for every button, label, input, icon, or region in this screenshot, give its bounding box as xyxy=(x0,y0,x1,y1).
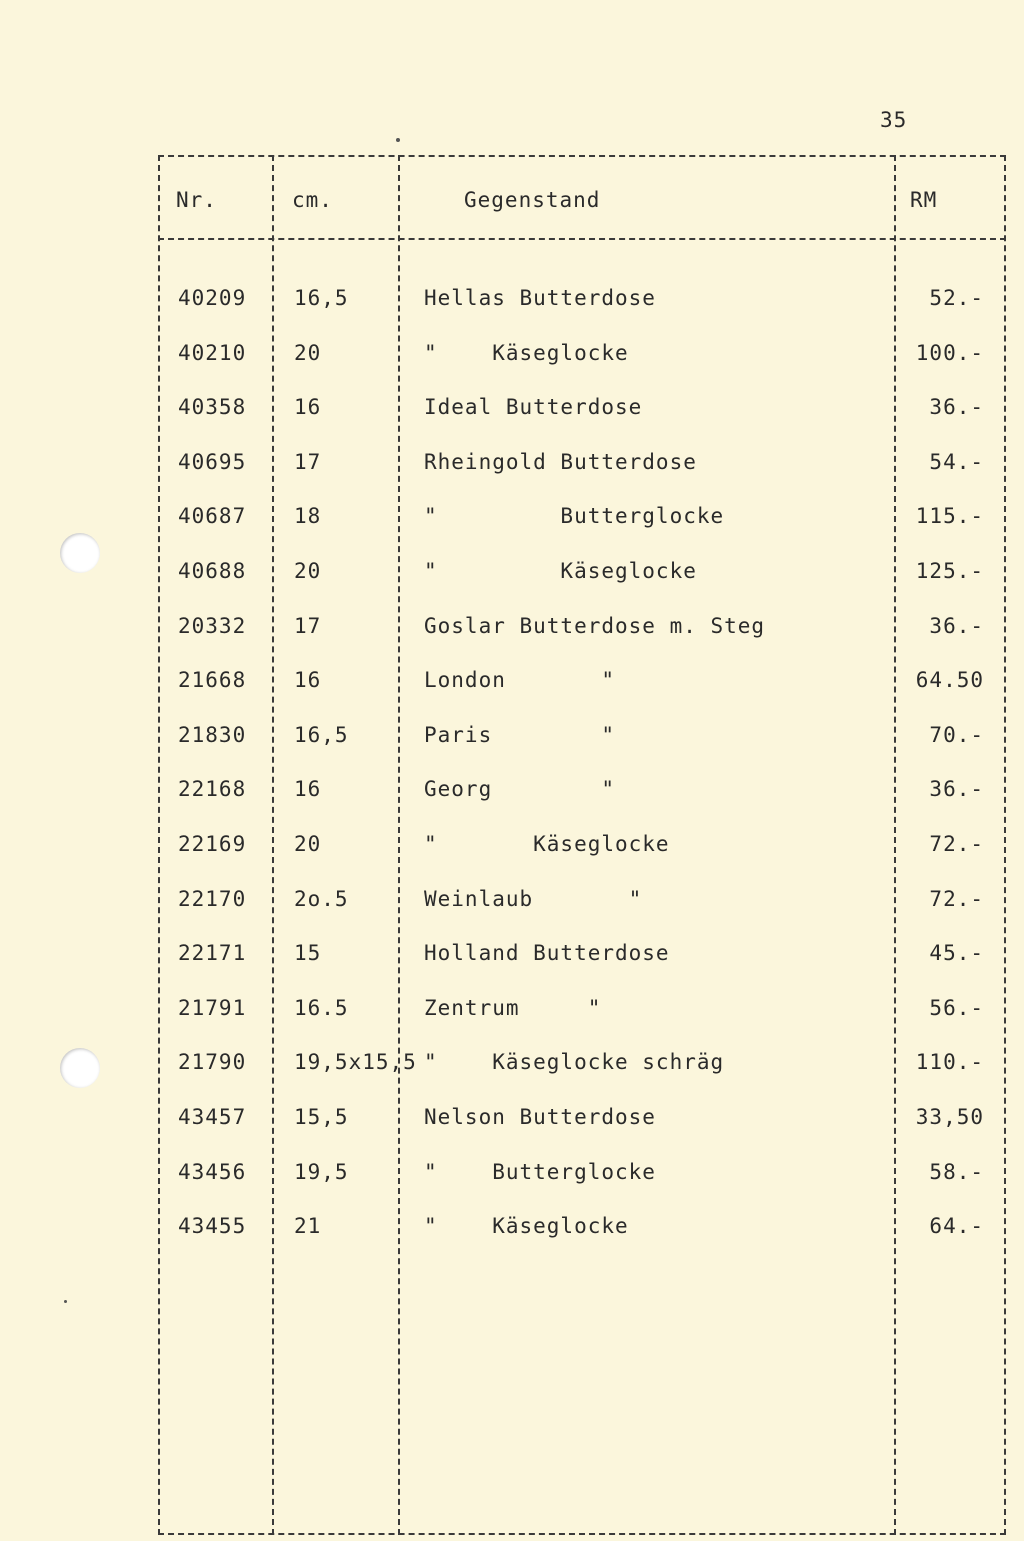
table-row xyxy=(0,668,1024,708)
table-row xyxy=(0,941,1024,981)
cell-item: Ideal Butterdose xyxy=(424,395,643,420)
cell-nr: 40209 xyxy=(178,286,247,310)
table-row xyxy=(0,887,1024,927)
cell-item: Holland Butterdose xyxy=(424,941,670,966)
cell-cm: 19,5 xyxy=(294,1159,349,1184)
cell-nr: 43457 xyxy=(178,1105,247,1129)
table-row xyxy=(0,1214,1024,1254)
table-row xyxy=(0,777,1024,817)
cell-nr: 22171 xyxy=(178,941,247,966)
cell-cm: 20 xyxy=(294,832,322,856)
table-row xyxy=(0,504,1024,544)
cell-item: " Käseglocke xyxy=(424,559,697,583)
header-nr: Nr. xyxy=(176,188,217,212)
cell-nr: 40695 xyxy=(178,449,247,474)
cell-cm: 16,5 xyxy=(294,286,349,310)
cell-item: Zentrum " xyxy=(424,995,602,1020)
cell-price: 56.- xyxy=(929,995,984,1020)
table-row xyxy=(0,614,1024,654)
cell-price: 115.- xyxy=(915,504,984,529)
cell-cm: 20 xyxy=(294,340,322,365)
cell-nr: 22168 xyxy=(178,777,247,802)
cell-nr: 40210 xyxy=(178,340,247,365)
page-number: 35 xyxy=(880,108,908,132)
cell-cm: 16 xyxy=(294,777,322,802)
cell-cm: 16 xyxy=(294,668,322,693)
cell-cm: 15 xyxy=(294,941,322,966)
cell-item: London " xyxy=(424,668,616,693)
cell-cm: 17 xyxy=(294,449,322,474)
cell-nr: 43455 xyxy=(178,1214,247,1239)
table-row xyxy=(0,341,1024,381)
cell-nr: 20332 xyxy=(178,613,247,638)
table-row xyxy=(0,832,1024,872)
cell-price: 36.- xyxy=(929,395,984,420)
ink-speck xyxy=(64,1300,67,1303)
cell-item: Goslar Butterdose m. Steg xyxy=(424,613,766,638)
cell-nr: 22170 xyxy=(178,886,247,911)
cell-nr: 22169 xyxy=(178,832,247,856)
table-row xyxy=(0,996,1024,1036)
cell-item: Georg " xyxy=(424,777,616,802)
cell-nr: 40687 xyxy=(178,504,247,529)
cell-price: 64.- xyxy=(929,1214,984,1239)
table-row xyxy=(0,723,1024,763)
cell-item: " Käseglocke xyxy=(424,832,670,856)
cell-item: " Käseglocke schräg xyxy=(424,1050,725,1075)
cell-price: 72.- xyxy=(929,886,984,911)
cell-price: 33,50 xyxy=(915,1105,984,1129)
cell-item: Paris " xyxy=(424,722,616,747)
table-row xyxy=(0,559,1024,599)
cell-nr: 21790 xyxy=(178,1050,247,1075)
cell-cm: 21 xyxy=(294,1214,322,1239)
cell-price: 36.- xyxy=(929,613,984,638)
cell-cm: 18 xyxy=(294,504,322,529)
cell-price: 36.- xyxy=(929,777,984,802)
cell-price: 45.- xyxy=(929,941,984,966)
cell-item: Nelson Butterdose xyxy=(424,1105,656,1129)
cell-item: " Butterglocke xyxy=(424,504,725,529)
table-row xyxy=(0,1050,1024,1090)
cell-price: 100.- xyxy=(915,340,984,365)
table-row xyxy=(0,286,1024,326)
cell-price: 52.- xyxy=(929,286,984,310)
table-row xyxy=(0,450,1024,490)
cell-item: Hellas Butterdose xyxy=(424,286,656,310)
cell-nr: 21830 xyxy=(178,722,247,747)
table-row xyxy=(0,1160,1024,1200)
cell-cm: 20 xyxy=(294,559,322,583)
cell-price: 58.- xyxy=(929,1159,984,1184)
cell-item: " Käseglocke xyxy=(424,1214,629,1239)
header-item: Gegenstand xyxy=(464,188,601,212)
cell-cm: 16 xyxy=(294,395,322,420)
cell-nr: 21791 xyxy=(178,995,247,1020)
cell-item: Weinlaub " xyxy=(424,886,643,911)
table-row xyxy=(0,395,1024,435)
cell-price: 54.- xyxy=(929,449,984,474)
cell-price: 125.- xyxy=(915,559,984,583)
ink-speck xyxy=(396,138,400,142)
cell-cm: 2o.5 xyxy=(294,886,349,911)
cell-item: Rheingold Butterdose xyxy=(424,449,697,474)
header-price: RM xyxy=(910,188,938,212)
cell-nr: 43456 xyxy=(178,1159,247,1184)
table-row xyxy=(0,1105,1024,1145)
cell-price: 64.50 xyxy=(915,668,984,693)
cell-item: " Butterglocke xyxy=(424,1159,656,1184)
cell-nr: 40358 xyxy=(178,395,247,420)
header-cm: cm. xyxy=(292,188,333,212)
cell-cm: 15,5 xyxy=(294,1105,349,1129)
cell-cm: 19,5x15,5 xyxy=(294,1050,417,1075)
cell-price: 70.- xyxy=(929,722,984,747)
cell-cm: 17 xyxy=(294,613,322,638)
header-divider xyxy=(158,238,1006,240)
cell-cm: 16,5 xyxy=(294,722,349,747)
cell-nr: 40688 xyxy=(178,559,247,583)
cell-cm: 16.5 xyxy=(294,995,349,1020)
cell-nr: 21668 xyxy=(178,668,247,693)
cell-price: 110.- xyxy=(915,1050,984,1075)
cell-item: " Käseglocke xyxy=(424,340,629,365)
cell-price: 72.- xyxy=(929,832,984,856)
